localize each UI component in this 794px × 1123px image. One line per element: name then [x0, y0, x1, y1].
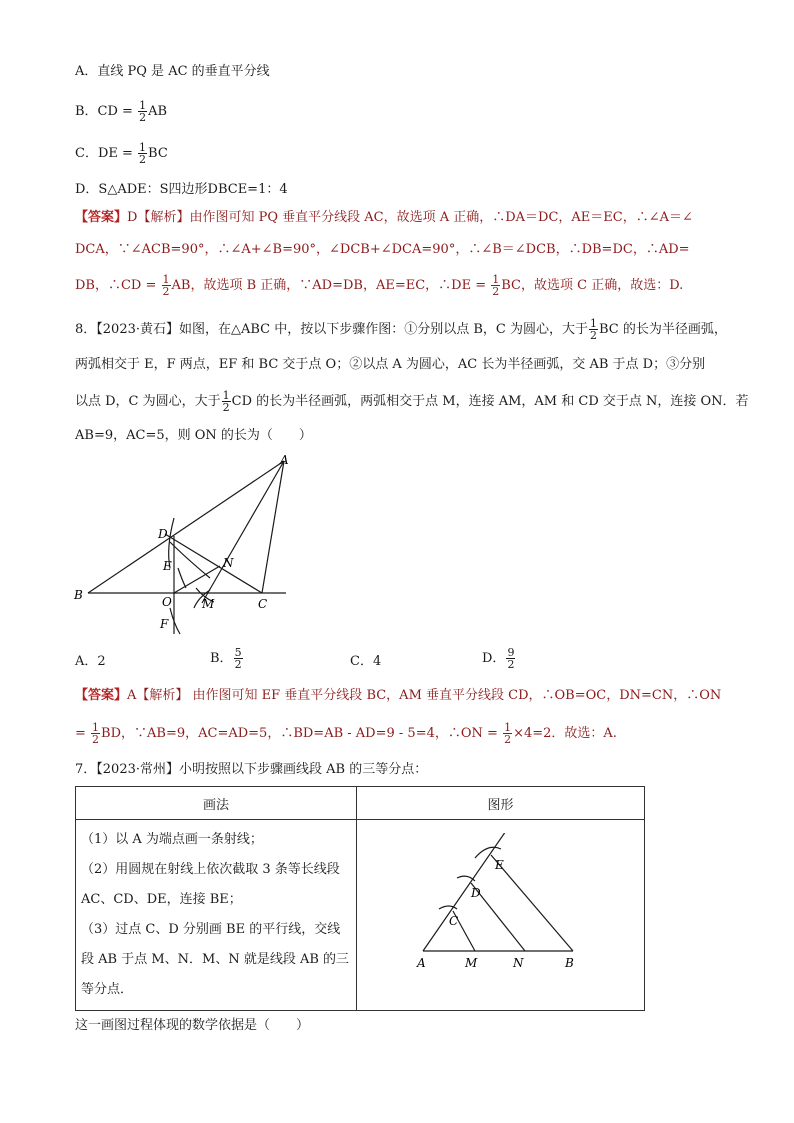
- q8-option-a: A．2: [75, 654, 106, 669]
- answer-line-2: DCA，∵∠ACB=90°，∴∠A+∠B=90°，∠DCB+∠DCA=90°，∴∠B＝∠DCB，∴DB=DC，∴AD=: [75, 242, 690, 257]
- table-cell-figure: [357, 820, 645, 1011]
- fraction: $\frac{1}{2}$: [139, 99, 147, 124]
- q8-option-d: D． $\frac{9}{2}$: [482, 646, 515, 671]
- point-label-a: A: [417, 956, 426, 970]
- fraction: $\frac{1}{2}$: [590, 317, 598, 342]
- point-label-n: N: [223, 556, 234, 570]
- fraction: $\frac{1}{2}$: [92, 721, 100, 746]
- answer-line-3: DB，∴CD = $\frac{1}{2}$ AB，故选项 B 正确，∵AD=DB，AE=EC，∴DE = $\frac{1}{2}$ BC，故选项 C 正确，故选：D.: [75, 273, 684, 298]
- q8-line-3: 以点 D，C 为圆心，大于 $\frac{1}{2}$ CD 的长为半径画弧，两弧相交于点 M，连接 AM，AM 和 CD 交于点 N，连接 ON．若: [75, 389, 749, 414]
- option-c: C．DE = $\frac{1}{2}$ BC: [75, 141, 168, 166]
- point-label-b: B: [74, 588, 83, 602]
- fraction: $\frac{1}{2}$: [139, 141, 147, 166]
- step-1: （1）以 A 为端点画一条射线；: [81, 832, 263, 847]
- q8-figure: [70, 448, 310, 644]
- point-label-n: N: [513, 956, 524, 970]
- point-label-m: M: [465, 956, 478, 970]
- table-cell-steps: [76, 820, 357, 1011]
- q7-title: 7．【2023·常州】小明按照以下步骤画线段 AB 的三等分点：: [75, 762, 428, 777]
- point-label-f: F: [160, 617, 169, 631]
- q8-line-1: 8．【2023·黄石】如图，在△ABC 中，按以下步骤作图：①分别以点 B，C 为圆心，大于 $\frac{1}{2}$ BC 的长为半径画弧，: [75, 317, 727, 342]
- fraction: $\frac{5}{2}$: [234, 646, 242, 671]
- fraction: $\frac{1}{2}$: [162, 273, 170, 298]
- option-b: B．CD = $\frac{1}{2}$ AB: [75, 99, 168, 124]
- point-label-c: C: [449, 914, 459, 928]
- q8-line-2: 两弧相交于 E，F 两点，EF 和 BC 交于点 O；②以点 A 为圆心，AC 长为半径画弧，交 AB 于点 D；③分别: [75, 357, 706, 372]
- option-d: D．S△ADE：S四边形DBCE=1：4: [75, 182, 288, 197]
- q8-answer-line-2: = $\frac{1}{2}$ BD，∵AB=9，AC=AD=5，∴BD=AB - AD=9 - 5=4，∴ON = $\frac{1}{2}$ ×4=2．故选：A.: [75, 721, 617, 746]
- q8-option-c: C．4: [350, 654, 382, 669]
- table-header-figure: 图形: [357, 787, 645, 820]
- fraction: $\frac{9}{2}$: [507, 646, 515, 671]
- point-label-d: D: [471, 886, 481, 900]
- q8-answer-line-1: 【答案】A【解析】 由作图可知 EF 垂直平分线段 BC，AM 垂直平分线段 CD，∴OB=OC，DN=CN，∴ON: [75, 688, 722, 703]
- fraction: $\frac{1}{2}$: [504, 721, 512, 746]
- q8-option-b: B． $\frac{5}{2}$: [210, 646, 242, 671]
- step-3: （3）过点 C、D 分别画 BE 的平行线，交线段 AB 于点 M、N．M、N 就是线段 AB 的三等分点．: [81, 922, 350, 997]
- fraction: $\frac{1}{2}$: [492, 273, 500, 298]
- fraction: $\frac{1}{2}$: [222, 389, 230, 414]
- q8-line-4: AB=9，AC=5，则 ON 的长为（ ）: [75, 428, 312, 443]
- point-label-c: C: [258, 597, 268, 611]
- q7-after-text: 这一画图过程体现的数学依据是（ ）: [75, 1018, 310, 1033]
- point-label-o: O: [162, 595, 172, 609]
- point-label-e: E: [163, 559, 172, 573]
- step-2: （2）用圆规在射线上依次截取 3 条等长线段 AC、CD、DE，连接 BE；: [81, 862, 340, 907]
- q7-figure: [413, 833, 643, 983]
- point-label-m: M: [202, 597, 215, 611]
- point-label-e: E: [495, 858, 504, 872]
- point-label-d: D: [158, 527, 168, 541]
- point-label-a: A: [280, 453, 289, 467]
- q7-table: [75, 786, 645, 1011]
- option-a: A．直线 PQ 是 AC 的垂直平分线: [75, 64, 270, 79]
- table-header-method: 画法: [76, 787, 357, 820]
- answer-line-1: 【答案】D【解析】由作图可知 PQ 垂直平分线段 AC，故选项 A 正确，∴DA＝DC，AE＝EC，∴∠A＝∠: [75, 210, 693, 225]
- point-label-b: B: [565, 956, 574, 970]
